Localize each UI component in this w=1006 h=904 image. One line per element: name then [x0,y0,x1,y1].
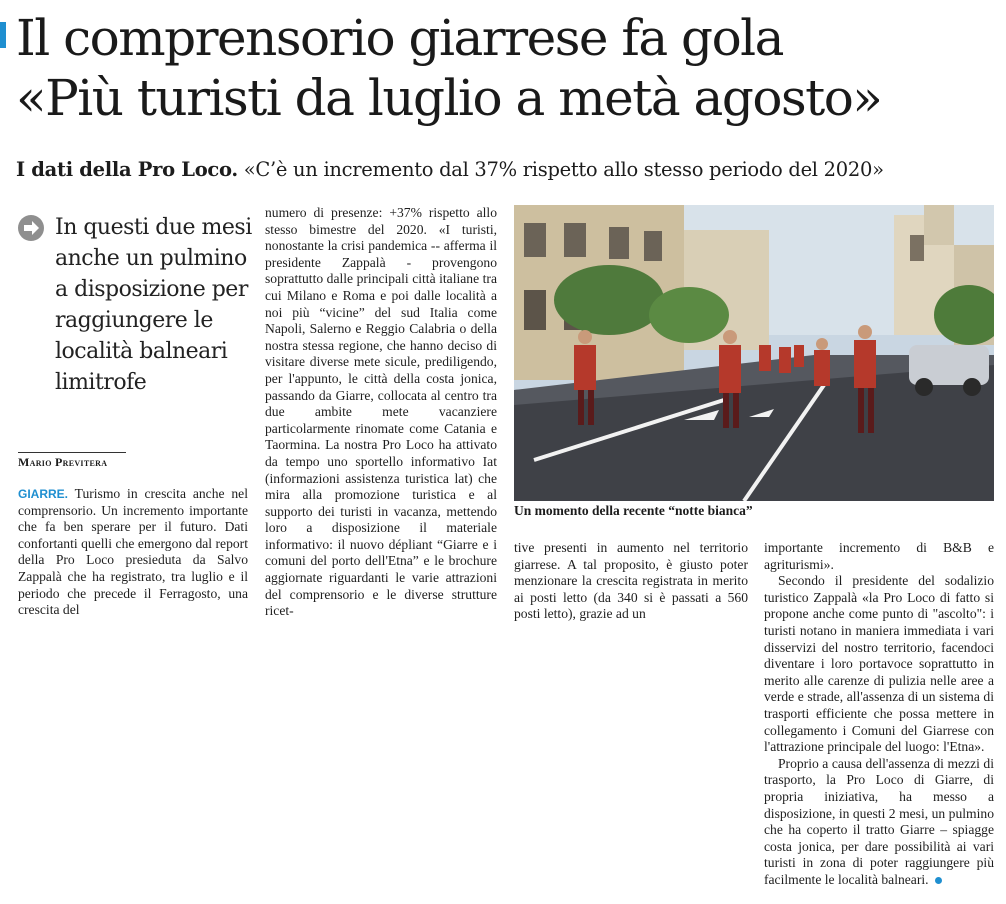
article-column-3 [514,540,748,623]
subtitle-rest: «C’è un incremento dal 37% rispetto allo stesso periodo del 2020» [237,158,884,181]
headline-accent-bar [0,22,6,48]
pull-quote: In questi due mesi anche un pulmino a disposizione per raggiungere le località balneari limitrofe [55,215,252,395]
column-4-paragraph-1: importante incremento di B&B e agriturismi». [764,540,994,572]
byline: Mario Previtera [18,452,126,470]
article-column-4 [764,540,994,888]
arrow-right-icon [18,215,44,241]
photo-caption: Un momento della recente “notte bianca” [514,503,753,518]
street-parade-illustration [514,205,994,501]
article-photo [514,205,994,501]
column-4-paragraph-2: Secondo il presidente del sodalizio turistico Zappalà «la Pro Loco di fatto si propone anche come punto di "ascolto": i turisti notano in maniera immediata i vari disservizi del nostro territorio, facendoci diventare i loro portavoce soprattutto in merito alle carenze di pulizia nelle aree a verde e strade, all'assenza di un sistema di trasporti efficiente che possa mettere in collegamento i Comuni del Giarrese con l'attrazione principale del luogo: l'Etna». [764,573,994,755]
dateline: GIARRE. [18,487,69,501]
article-column-1 [18,486,248,619]
headline [16,8,1001,128]
headline-line-2: «Più turisti da luglio a metà agosto» [16,69,882,127]
column-4-paragraph-3: Proprio a causa dell'assenza di mezzi di trasporto, la Pro Loco di Giarre, di propria iniziativa, ha messo a disposizione, in questi 2 mesi, un pulmino che ha coperto il tratto Giarre – spiagge costa jonica, per dare possibilità ai vari turisti in zona di poter raggiungere più facilmente le località balneari. [764,755,994,887]
subtitle-lead: I dati della Pro Loco. [16,158,238,181]
subtitle [16,158,1001,181]
article-column-2 [265,205,497,620]
column-2-text: numero di presenze: +37% rispetto allo stesso bimestre del 2020. «I turisti, nonostante la crisi pandemica -- afferma il presidente Zappalà - provengono soprattutto dalle principali città italiane tra cui Milano e Roma e poi dalle località a noi più “vicine” del sud Italia come Napoli, Salerno e Reggio Calabria o della nostra stessa regione, che hanno deciso di visitare diverse mete sicule, prediligendo, per l'appunto, le città della costa jonica, passando da Giarre, collocata al centro tra due ambite mete vacanziere particolarmente rinomate come Catania e Taormina. La nostra Pro Loco ha attivato da tempo uno sportello informativo Iat (informazioni assistenza turistica lat) che mira alla promozione turistica e al supporto dei turisti in vacanza, mettendo loro a disposizione il materiale informativo: il nuovo dépliant “Giarre e i comuni del porto dell'Etna” e le brochure aggiornate riguardanti le varie attrazioni del comprensorio e le diverse strutture ricet- [265,205,497,619]
headline-line-1: Il comprensorio giarrese fa gola [16,9,783,67]
column-1-text: Turismo in crescita anche nel comprensorio. Un incremento importante che fa ben sperare per il futuro. Dati confortanti quelli che emergono dal report della Pro Loco presieduta da Salvo Zappalà che ha registrato, tra luglio e il periodo che precede il Ferragosto, una crescita del [18,486,248,618]
column-3-text: tive presenti in aumento nel territorio giarrese. A tal proposito, è giusto poter menzionare la crescita registrata in merito ai posti letto (da 340 si è passati a 560 posti letto), grazie ad un [514,540,748,622]
end-of-article-dot-icon [935,877,942,884]
